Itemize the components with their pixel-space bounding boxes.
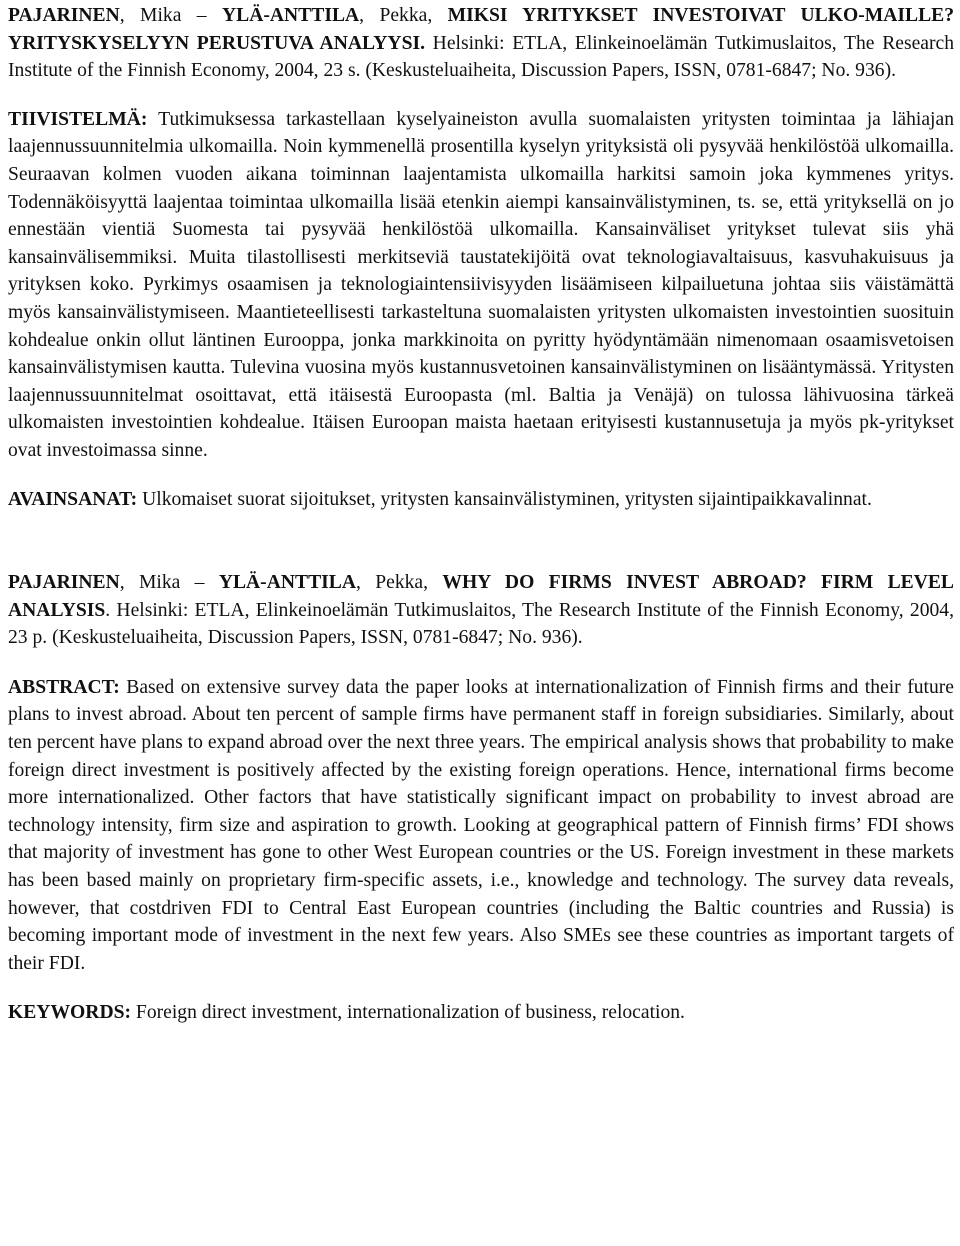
author2-given-name: , Pekka, [359, 5, 448, 26]
finnish-abstract-label: TIIVISTELMÄ: [8, 108, 148, 130]
finnish-abstract-text: Tutkimuksessa tarkastellaan kyselyaineiston avulla suomalaisten yritysten toimintaa ja lähiajan laajennussuunnitelmia ulkomailla. Noin kymmenellä prosentilla kyselyn yrityksistä oli pysyvää henkilöstöä ulkomailla. Seuraavan kolmen vuoden aikana toiminnan laajentamista ulkomailla harkitsi samoin joka kymmenes yritys. Todennäköisyyttä laajentaa toimintaa ulkomailla lisää etenkin aiempi kansainvälistyminen, ts. se, että yrityksellä on jo ennestään vientiä Suomesta tai pysyvää henkilöstöä ulkomailla. Kansainväliset yritykset tulevat siis yhä kansainvälisemmiksi. Muita tilastollisesti merkitseviä taustatekijöitä ovat teknologiavaltaisuus, kasvuhakuisuus ja yrityksen koko. Pyrkimys osaamisen ja teknologiaintensiivisyyden lisäämiseen kilpailuetuna johtaa siis väistämättä myös kansainvälistymiseen. Maantieteellisesti tarkasteltuna suomalaisten yritysten ulkomaisten investointien suosituin kohdealue onkin ollut läntinen Eurooppa, jonka markkinoita on pyritty hyödyntämään nimenomaan osaamisvetoisen kansainvälistymisen kautta. Tulevina vuosina myös kustannusvetoinen kansainvälistyminen on lisääntymässä. Yritysten laajennussuunnitelmat osoittavat, että itäisestä Euroopasta (ml. Baltia ja Venäjä) on tulossa lähivuosina tärkeä ulkomaisten investointien kohdealue. Itäisen Euroopan maista haetaan erityisesti kustannusetuja ja myös pk-yritykset ovat investoimassa sinne. [8, 108, 954, 461]
author2-surname: YLÄ-ANTTILA [218, 572, 356, 594]
document-page [0, 2, 960, 1027]
finnish-keywords-label: AVAINSANAT: [8, 488, 138, 510]
english-keywords-label: KEYWORDS: [8, 1002, 132, 1024]
author1-surname: PAJARINEN [8, 5, 120, 26]
finnish-title: MIKSI YRITYKSET INVESTOIVAT ULKO-MAILLE? YRITYSKYSELYYN PERUSTUVA ANALYYSI. [8, 5, 955, 54]
finnish-abstract [8, 106, 954, 465]
author2-given-name: , Pekka, [356, 572, 443, 594]
author1-given-name: , Mika – [119, 5, 222, 26]
author1-surname: PAJARINEN [8, 572, 120, 594]
english-reference-details: . Helsinki: ETLA, Elinkeinoelämän Tutkimuslaitos, The Research Institute of the Finnish Economy, 2004, 23 p. (Keskusteluaiheita, Discussion Papers, ISSN, 0781-6847; No. 936). [8, 599, 954, 649]
english-keywords [8, 999, 954, 1027]
author1-given-name: , Mika – [119, 572, 219, 594]
english-title: WHY DO FIRMS INVEST ABROAD? FIRM LEVEL ANALYSIS [8, 572, 954, 621]
finnish-keywords [8, 486, 954, 514]
english-abstract [8, 674, 954, 978]
finnish-keywords-text: Ulkomaiset suorat sijoitukset, yritysten kansainvälistyminen, yritysten sijaintipaikkavalinnat. [137, 488, 872, 510]
english-abstract-label: ABSTRACT: [8, 676, 120, 698]
finnish-reference [8, 2, 954, 85]
english-abstract-text: Based on extensive survey data the paper looks at internationalization of Finnish firms and their future plans to invest abroad. About ten percent of sample firms have permanent staff in foreign subsidiaries. Similarly, about ten percent have plans to expand abroad over the next three years. The empirical analysis shows that probability to make foreign direct investment is positively affected by the existing foreign operations. Hence, international firms become more internationalized. Other factors that have statistically significant impact on probability to invest abroad are technology intensity, firm size and aspiration to growth. Looking at geographical pattern of Finnish firms’ FDI shows that majority of investment has gone to other West European countries or the US. Foreign investment in these markets has been based mainly on proprietary firm-specific assets, i.e., knowledge and technology. The survey data reveals, however, that costdriven FDI to Central East European countries (including the Baltic countries and Russia) is becoming important mode of investment in the next few years. Also SMEs see these countries as important targets of their FDI. [8, 676, 954, 974]
author2-surname: YLÄ-ANTTILA [221, 5, 360, 26]
english-keywords-text: Foreign direct investment, internationalization of business, relocation. [131, 1002, 685, 1024]
english-reference [8, 569, 954, 652]
finnish-reference-details: Helsinki: ETLA, Elinkeinoelämän Tutkimuslaitos, The Research Institute of the Finnish Economy, 2004, 23 s. (Keskusteluaiheita, Discussion Papers, ISSN, 0781-6847; No. 936). [8, 32, 954, 82]
